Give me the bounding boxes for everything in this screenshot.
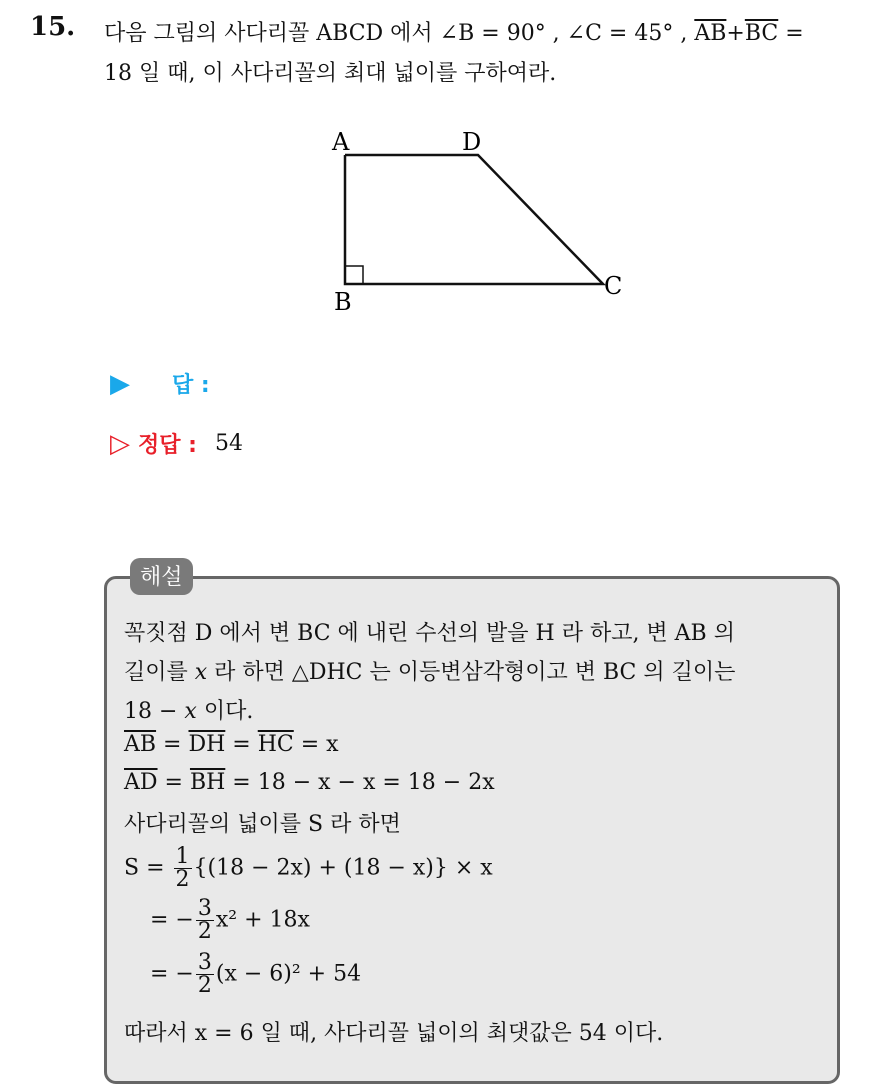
right-angle-mark xyxy=(345,266,363,284)
area-step-1: S = $\frac{1}{2}$ {(18 − 2x) + (18 − x)} × x xyxy=(124,844,493,892)
answer-row xyxy=(110,368,210,399)
equation-1: $\overline{AB} = \overline{DH} = \overline{HC} = x$ xyxy=(124,732,339,757)
equation-2: $\overline{AD} = \overline{BH} = 18 - x - x = 18 - 2x$ xyxy=(124,770,495,795)
explanation-line-4: 사다리꼴의 넓이를 S 라 하면 xyxy=(124,812,401,837)
vertex-d: D xyxy=(462,128,482,156)
correct-answer-label: 정답 : xyxy=(138,433,197,458)
question-line-2: 18 일 때, 이 사다리꼴의 최대 넓이를 구하여라. xyxy=(104,61,557,86)
question-number: 15. xyxy=(30,12,76,42)
vertex-b: B xyxy=(334,288,352,316)
trapezoid-figure xyxy=(320,120,640,320)
question-line-1: 다음 그림의 사다리꼴 ABCD 에서 ∠B = 90° , ∠C = 45° , $\overline{AB}+\overline{BC}$ = xyxy=(104,21,804,46)
play-arrow-icon: ▶ xyxy=(110,368,130,399)
vertex-a: A xyxy=(332,128,350,156)
vertex-c: C xyxy=(604,272,623,300)
area-step-3: = − $\frac{3}{2}$ (x − 6)² + 54 xyxy=(150,950,362,998)
correct-answer-row xyxy=(110,428,243,459)
explanation-tag: 해설 xyxy=(130,558,193,595)
area-step-2: = − $\frac{3}{2}$ x² + 18x xyxy=(150,896,310,944)
conclusion: 따라서 x = 6 일 때, 사다리꼴 넓이의 최댓값은 54 이다. xyxy=(124,1021,664,1046)
outline-arrow-icon: ▷ xyxy=(110,428,130,459)
correct-answer-value: 54 xyxy=(214,431,243,456)
explanation-line-2: 길이를 x 라 하면 △DHC 는 이등변삼각형이고 변 BC 의 길이는 xyxy=(124,660,736,685)
explanation-line-1: 꼭짓점 D 에서 변 BC 에 내린 수선의 발을 H 라 하고, 변 AB 의 xyxy=(124,621,735,646)
explanation-line-3: 18 − x 이다. xyxy=(124,699,254,724)
answer-label: 답 : xyxy=(172,373,210,398)
